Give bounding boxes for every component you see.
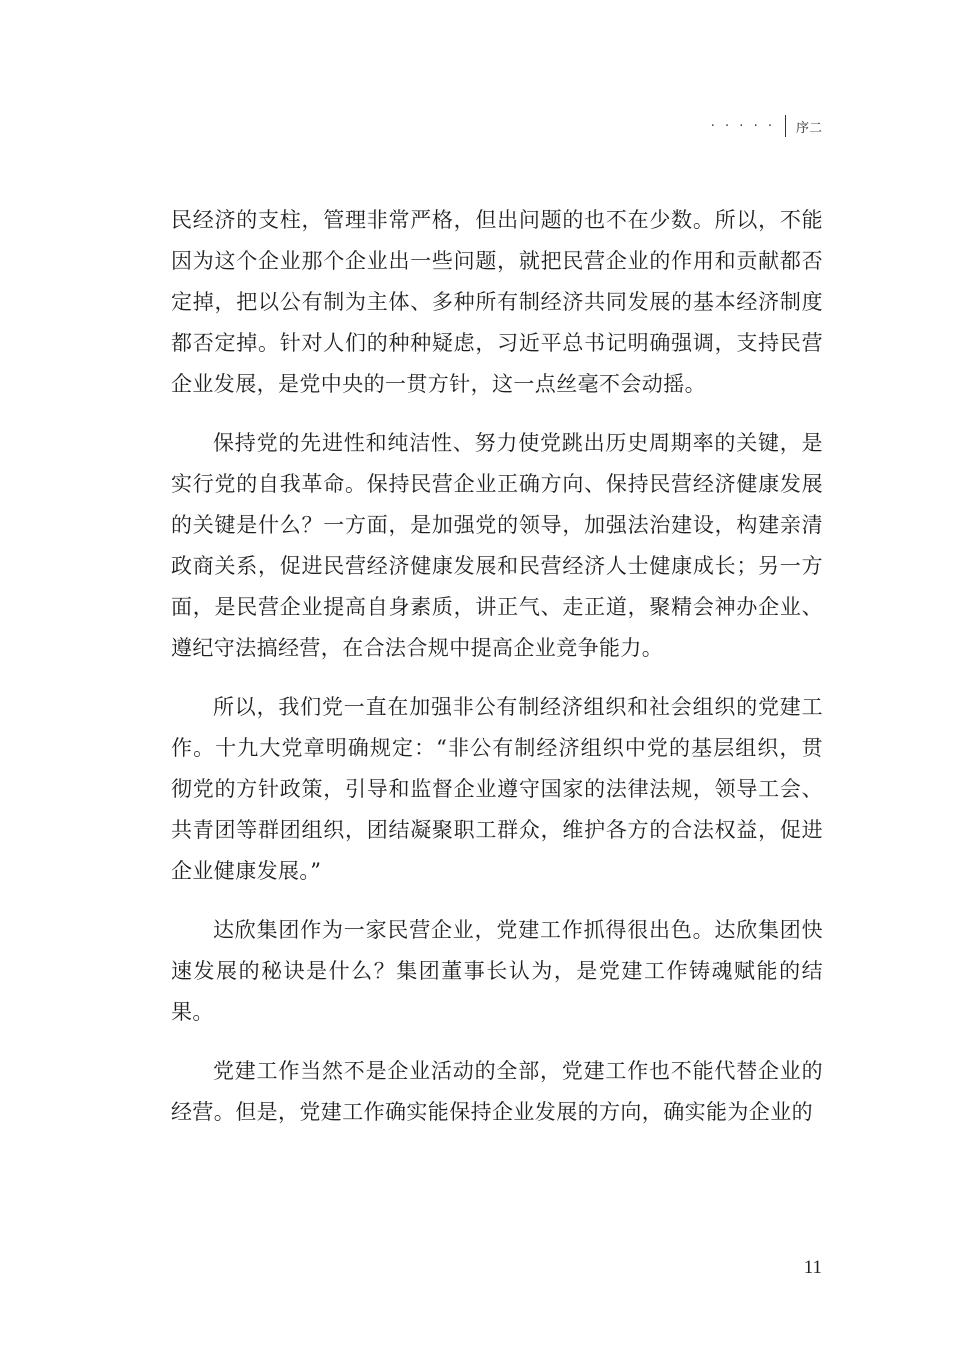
body-text [171,200,823,1151]
paragraph-5: 党建工作当然不是企业活动的全部，党建工作也不能代替企业的经营。但是，党建工作确实能保持企业发展的方向，确实能为企业的 [171,1059,823,1124]
header-divider [785,115,786,137]
paragraph-1: 民经济的支柱，管理非常严格，但出问题的也不在少数。所以，不能因为这个企业那个企业出一些问题，就把民营企业的作用和贡献都否定掉，把以公有制为主体、多种所有制经济共同发展的基本经济制度都否定掉。针对人们的种种疑虑，习近平总书记明确强调，支持民营企业发展，是党中央的一贯方针，这一点丝毫不会动摇。 [171,208,823,396]
header-dots: · · · · · [710,118,775,134]
page-number: 11 [803,1257,822,1278]
paragraph-3: 所以，我们党一直在加强非公有制经济组织和社会组织的党建工作。十九大党章明确规定：“非公有制经济组织中党的基层组织，贯彻党的方针政策，引导和监督企业遵守国家的法律法规，领导工会、共青团等群团组织，团结凝聚职工群众，维护各方的合法权益，促进企业健康发展。” [171,695,823,883]
header-section-title: 序二 [795,120,822,136]
paragraph-4: 达欣集团作为一家民营企业，党建工作抓得很出色。达欣集团快速发展的秘诀是什么？集团董事长认为，是党建工作铸魂赋能的结果。 [171,918,823,1024]
paragraph-2: 保持党的先进性和纯洁性、努力使党跳出历史周期率的关键，是实行党的自我革命。保持民营企业正确方向、保持民营经济健康发展的关键是什么？一方面，是加强党的领导，加强法治建设，构建亲清政商关系，促进民营经济健康发展和民营经济人士健康成长；另一方面，是民营企业提高自身素质，讲正气、走正道，聚精会神办企业、遵纪守法搞经营，在合法合规中提高企业竞争能力。 [171,431,823,660]
running-header [711,114,822,138]
